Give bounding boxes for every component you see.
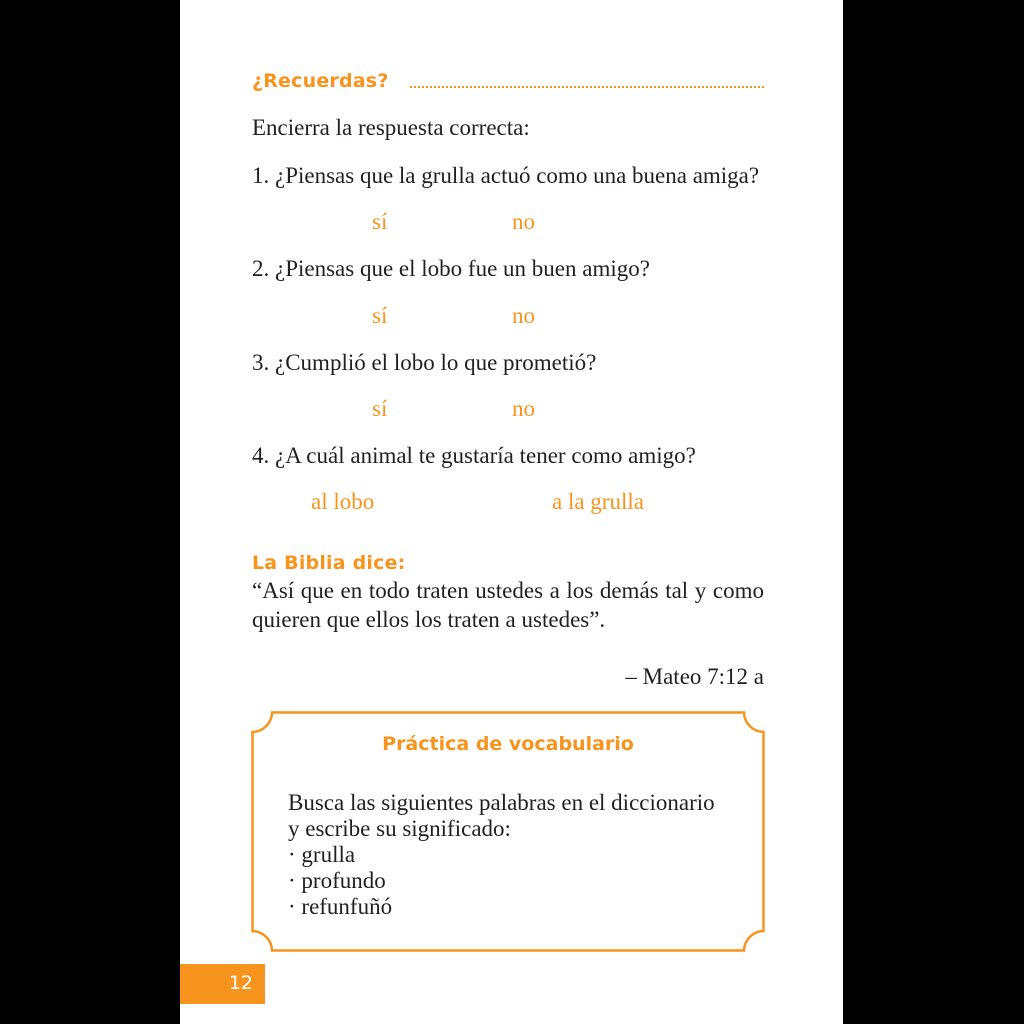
vocabulary-word: · refunfuñó [288,894,393,919]
vocabulary-word: · grulla [288,842,356,867]
q4-option-lobo[interactable]: al lobo [311,489,375,514]
page-number: 12 [228,972,253,994]
q3-option-no[interactable]: no [512,396,535,421]
vocabulary-instruction-line-2: y escribe su significado: [288,816,511,841]
section-title-recuerdas: ¿Recuerdas? [252,70,389,92]
vocabulary-instruction-line-1: Busca las siguientes palabras en el diccionario [288,790,715,815]
bible-quote: “Así que en todo traten ustedes a los demás tal y como quieren que ellos los traten a ustedes”. [252,578,764,632]
dotted-leader-line [410,86,764,88]
vocabulary-body [288,790,748,920]
question-1: 1. ¿Piensas que la grulla actuó como una buena amiga? [252,163,760,188]
vocabulary-title: Práctica de vocabulario [382,733,634,755]
question-3: 3. ¿Cumplió el lobo lo que prometió? [252,350,597,375]
instruction-text: Encierra la respuesta correcta: [252,115,530,140]
vocabulary-word: · profundo [288,868,386,893]
q1-option-si[interactable]: sí [372,209,388,234]
q4-option-grulla[interactable]: a la grulla [552,489,644,514]
section-title-biblia: La Biblia dice: [252,552,406,574]
question-2: 2. ¿Piensas que el lobo fue un buen amigo? [252,256,650,281]
question-4: 4. ¿A cuál animal te gustaría tener como amigo? [252,443,696,468]
q2-option-no[interactable]: no [512,303,535,328]
q2-option-si[interactable]: sí [372,303,388,328]
page-number-badge [180,964,265,1004]
bible-reference: – Mateo 7:12 a [625,664,764,689]
q1-option-no[interactable]: no [512,209,535,234]
q3-option-si[interactable]: sí [372,396,388,421]
